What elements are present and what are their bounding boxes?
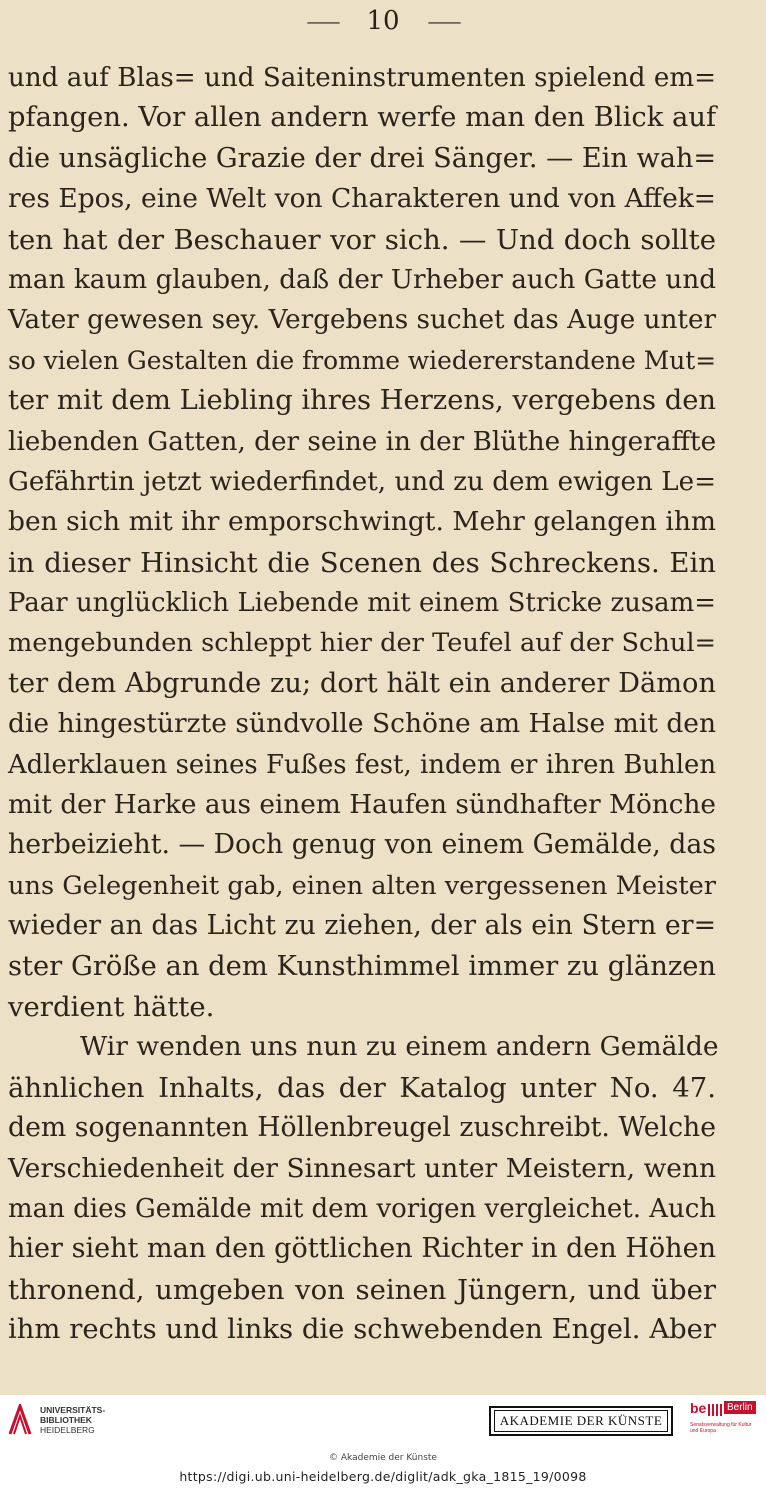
berlin-logo-subtitle: Senatsverwaltung für Kultur und Europa: [690, 1422, 752, 1434]
text-line: man dies Gemälde mit dem vorigen vergleichet. Auch: [8, 1193, 717, 1224]
text-line: die unsägliche Grazie der drei Sänger. — Ein wah=: [8, 142, 717, 174]
text-line: Verschiedenheit der Sinnesart unter Meistern, wenn: [8, 1152, 716, 1184]
akademie-label: AKADEMIE DER KÜNSTE: [494, 1410, 668, 1432]
berlin-bars-icon: [708, 1404, 722, 1416]
akademie-der-kuenste-logo[interactable]: [489, 1406, 673, 1436]
text-line: Gefährtin jetzt wiederfindet, und zu dem ewigen Le=: [8, 466, 716, 497]
permalink-url[interactable]: https://digi.ub.uni-heidelberg.de/diglit/adk_gka_1815_19/0098: [179, 1469, 587, 1484]
text-line: ähnlichen Inhalts, das der Katalog unter No. 47.: [8, 1071, 716, 1104]
text-line: in dieser Hinsicht die Scenen des Schreckens. Ein: [8, 546, 716, 579]
text-line: man kaum glauben, daß der Urheber auch Gatte und: [8, 264, 716, 295]
berlin-senate-logo[interactable]: [690, 1400, 756, 1440]
text-line: ster Größe an dem Kunsthimmel immer zu glänzen: [8, 950, 716, 982]
berlin-logo-be: be: [690, 1400, 707, 1416]
text-line: Adlerklauen seines Fußes fest, indem er ihren Buhlen: [8, 749, 716, 780]
body-text: [8, 58, 719, 1351]
text-line: ben sich mit ihr emporschwingt. Mehr gelangen ihm: [8, 506, 716, 538]
text-line: res Epos, eine Welt von Charakteren und von Affek=: [8, 183, 716, 215]
text-line: pfangen. Vor allen andern werfe man den Blick auf: [8, 102, 717, 134]
text-line: Vater gewesen sey. Vergebens suchet das Auge unter: [8, 305, 716, 336]
text-line: dem sogenannten Höllenbreugel zuschreibt. Welche: [8, 1112, 716, 1144]
text-line: Paar unglücklich Liebende mit einem Stricke zusam=: [8, 588, 716, 619]
text-line: ter mit dem Liebling ihres Herzens, vergebens den: [8, 385, 716, 417]
page-number: 10: [366, 6, 400, 36]
university-library-mark-icon: [8, 1404, 32, 1436]
header-right-dash: ——: [427, 11, 460, 33]
text-line: so vielen Gestalten die fromme wiedererstandene Mut=: [8, 345, 717, 375]
header-left-dash: ——: [306, 11, 339, 33]
copyright-notice: © Akademie der Künste: [329, 1453, 437, 1463]
text-line: uns Gelegenheit gab, einen alten vergessenen Meister: [8, 870, 716, 901]
berlin-logo-tag: Berlin: [724, 1401, 756, 1414]
text-line: und auf Blas= und Saiteninstrumenten spielend em=: [8, 63, 716, 93]
text-line: hier sieht man den göttlichen Richter in den Höhen: [8, 1233, 716, 1265]
text-line: ihm rechts und links die schwebenden Engel. Aber: [8, 1314, 716, 1346]
text-line: ten hat der Beschauer vor sich. — Und doch sollte: [8, 223, 716, 256]
ub-logo-line: HEIDELBERG: [40, 1425, 95, 1435]
paragraph-start-line: Wir wenden uns nun zu einem andern Gemälde: [80, 1031, 719, 1063]
ub-logo-line: BIBLIOTHEK: [40, 1415, 92, 1425]
text-line: liebenden Gatten, der seine in der Blüthe hingeraffte: [8, 426, 717, 457]
paragraph-end-line: verdient hätte.: [8, 990, 215, 1023]
university-library-text: [40, 1405, 105, 1435]
text-line: herbeizieht. — Doch genug von einem Gemälde, das: [8, 829, 716, 861]
ub-logo-line: UNIVERSITÄTS-: [40, 1405, 106, 1415]
text-line: mit der Harke aus einem Haufen sündhafter Mönche: [8, 790, 716, 821]
text-line: thronend, umgeben von seinen Jüngern, und über: [8, 1273, 716, 1306]
text-line: mengebunden schleppt hier der Teufel auf der Schul=: [8, 628, 716, 659]
text-line: wieder an das Licht zu ziehen, der als ein Stern er=: [8, 910, 716, 942]
text-line: die hingestürzte sündvolle Schöne am Halse mit den: [8, 708, 716, 740]
viewer-footer: [0, 1395, 766, 1489]
page-header: [0, 6, 766, 36]
university-library-logo[interactable]: [8, 1404, 168, 1436]
text-line: ter dem Abgrunde zu; dort hält ein anderer Dämon: [8, 667, 716, 699]
